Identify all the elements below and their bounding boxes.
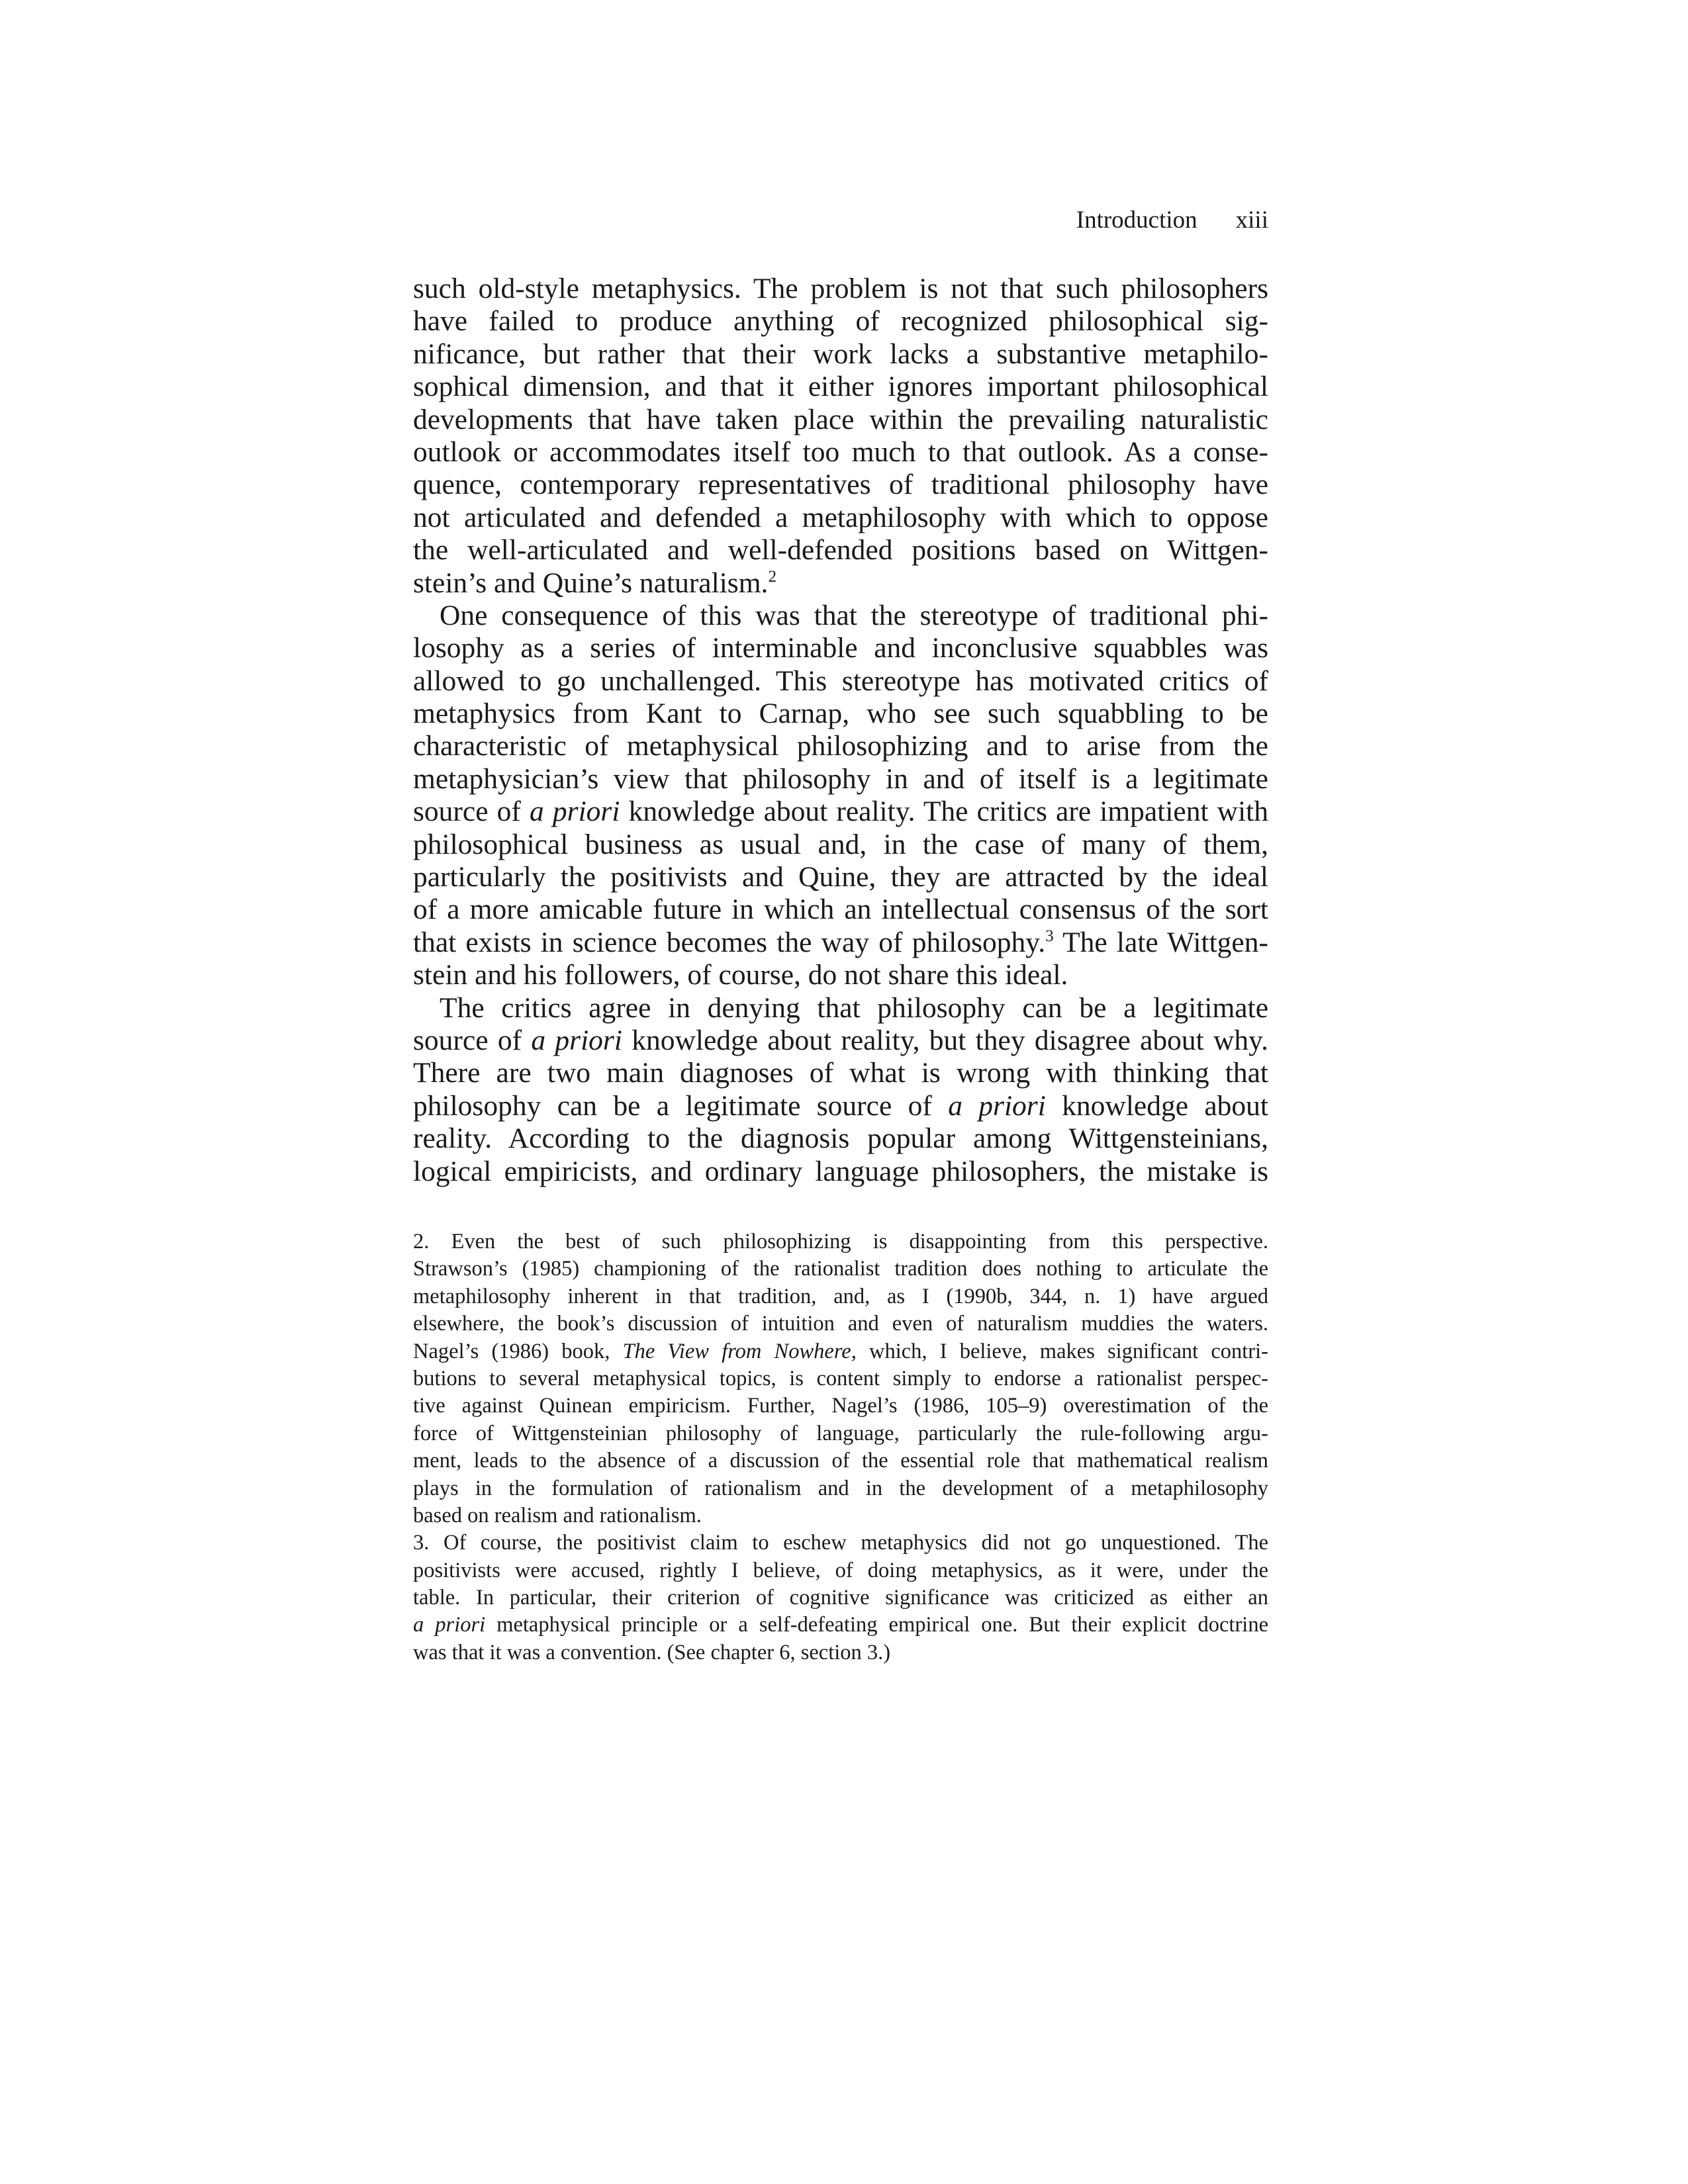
paragraph-3 (413, 992, 1268, 1188)
text-line: logical empiricists, and ordinary language philosophers, the mistake is (413, 1155, 1268, 1187)
text-line: not articulated and defended a metaphilosophy with which to oppose (413, 501, 1268, 533)
text-line: the well-articulated and well-defended positions based on Wittgen- (413, 534, 1268, 567)
footnote-line: based on realism and rationalism. (413, 1503, 702, 1527)
text-line: quence, contemporary representatives of traditional philosophy have (413, 469, 1268, 501)
footnote-line: 2. Even the best of such philosophizing is disappointing from this perspective. (413, 1230, 1268, 1253)
text-line: have failed to produce anything of recognized philosophical sig- (413, 305, 1268, 338)
footnote-line: 3. Of course, the positivist claim to eschew metaphysics did not go unquestioned. The (413, 1531, 1268, 1555)
text-line: reality. According to the diagnosis popular among Wittgensteinians, (413, 1122, 1268, 1155)
text-line: stein and his followers, of course, do not share this ideal. (413, 959, 1068, 991)
footnote-ref-3[interactable]: 3 (1045, 927, 1054, 946)
page-number: xiii (1235, 206, 1268, 234)
footnote-line: elsewhere, the book’s discussion of intuition and even of naturalism muddies the waters. (413, 1312, 1268, 1336)
running-header-chapter: Introduction (1076, 206, 1197, 234)
footnote-line: force of Wittgensteinian philosophy of language, particularly the rule-following argu- (413, 1421, 1268, 1445)
italic-term: a priori (530, 796, 620, 828)
paragraph-2 (413, 600, 1268, 992)
text-run: that exists in science becomes the way of philosophy. (413, 926, 1046, 958)
text-line: metaphysics from Kant to Carnap, who see such squabbling to be (413, 698, 1268, 730)
text-line: such old-style metaphysics. The problem is not that such philosophers (413, 273, 1268, 304)
footnotes (413, 1228, 1268, 1666)
paragraph-1 (413, 273, 1268, 600)
text-line: characteristic of metaphysical philosophizing and to arise from the (413, 730, 1268, 762)
italic-term: a priori (948, 1089, 1046, 1122)
footnote-line: tive against Quinean empiricism. Further, Nagel’s (1986, 105–9) overestimation of the (413, 1394, 1268, 1418)
text-line: particularly the positivists and Quine, they are attracted by the ideal (413, 861, 1268, 893)
text-run: which, I believe, makes significant contri- (856, 1339, 1268, 1363)
footnote-line: positivists were accused, rightly I believe, of doing metaphysics, as it were, under the (413, 1558, 1268, 1582)
footnote-line: Strawson’s (1985) championing of the rationalist tradition does nothing to articulate the (413, 1257, 1268, 1281)
text-run: metaphysical principle or a self-defeating empirical one. But their explicit doctrine (485, 1613, 1268, 1637)
footnote-line: was that it was a convention. (See chapter 6, section 3.) (413, 1640, 891, 1664)
text-line: losophy as a series of interminable and inconclusive squabbles was (413, 632, 1268, 664)
italic-term: a priori (531, 1024, 622, 1056)
text-line: allowed to go unchallenged. This stereotype has motivated critics of (413, 664, 1268, 697)
text-line (413, 567, 1268, 600)
text-line (413, 927, 1268, 959)
text-line: metaphysician’s view that philosophy in and of itself is a legitimate (413, 762, 1268, 795)
footnote-line: metaphilosophy inherent in that tradition, and, as I (1990b, 344, n. 1) have argued (413, 1284, 1268, 1308)
running-header (1033, 204, 1268, 237)
footnote-line: plays in the formulation of rationalism and in the development of a metaphilosophy (413, 1476, 1268, 1500)
text-line: philosophical business as usual and, in the case of many of them, (413, 828, 1268, 860)
text-line: nificance, but rather that their work lacks a substantive metaphilo- (413, 338, 1268, 370)
text-run: Nagel’s (1986) book, (413, 1339, 623, 1363)
text-line: One consequence of this was that the stereotype of traditional phi- (440, 599, 1268, 631)
text-run: knowledge about reality, but they disagree about why. (622, 1024, 1268, 1056)
text-run: knowledge about (1045, 1089, 1269, 1122)
body-text (413, 273, 1268, 1188)
text-line (413, 1090, 1268, 1122)
footnote-line: ment, leads to the absence of a discussion of the essential role that mathematical realism (413, 1449, 1268, 1473)
footnote-2 (413, 1228, 1268, 1529)
footnote-line: table. In particular, their criterion of cognitive significance was criticized as either an (413, 1586, 1268, 1610)
text-run: stein’s and Quine’s naturalism. (413, 567, 769, 599)
text-run: knowledge about reality. The critics are impatient with (620, 796, 1269, 828)
text-line: The critics agree in denying that philosophy can be a legitimate (440, 991, 1268, 1024)
italic-term: a priori (413, 1613, 486, 1637)
text-line (413, 1024, 1268, 1057)
book-title: The View from Nowhere, (622, 1339, 857, 1363)
text-run: source of (413, 1024, 532, 1056)
text-line: outlook or accommodates itself too much to that outlook. As a conse- (413, 435, 1268, 468)
text-run: source of (413, 796, 530, 828)
footnote-3 (413, 1529, 1268, 1666)
text-line: There are two main diagnoses of what is wrong with thinking that (413, 1057, 1268, 1089)
footnote-ref-2[interactable]: 2 (768, 567, 777, 586)
text-line: of a more amicable future in which an intellectual consensus of the sort (413, 893, 1268, 926)
text-line: developments that have taken place within the prevailing naturalistic (413, 403, 1268, 435)
footnote-line: butions to several metaphysical topics, is content simply to endorse a rationalist perspec- (413, 1366, 1268, 1390)
text-line (413, 796, 1268, 828)
text-run: philosophy can be a legitimate source of (413, 1089, 949, 1122)
text-line: sophical dimension, and that it either ignores important philosophical (413, 371, 1268, 403)
footnote-line (413, 1612, 1268, 1639)
footnote-line (413, 1338, 1268, 1365)
text-run: The late Wittgen- (1053, 926, 1268, 958)
